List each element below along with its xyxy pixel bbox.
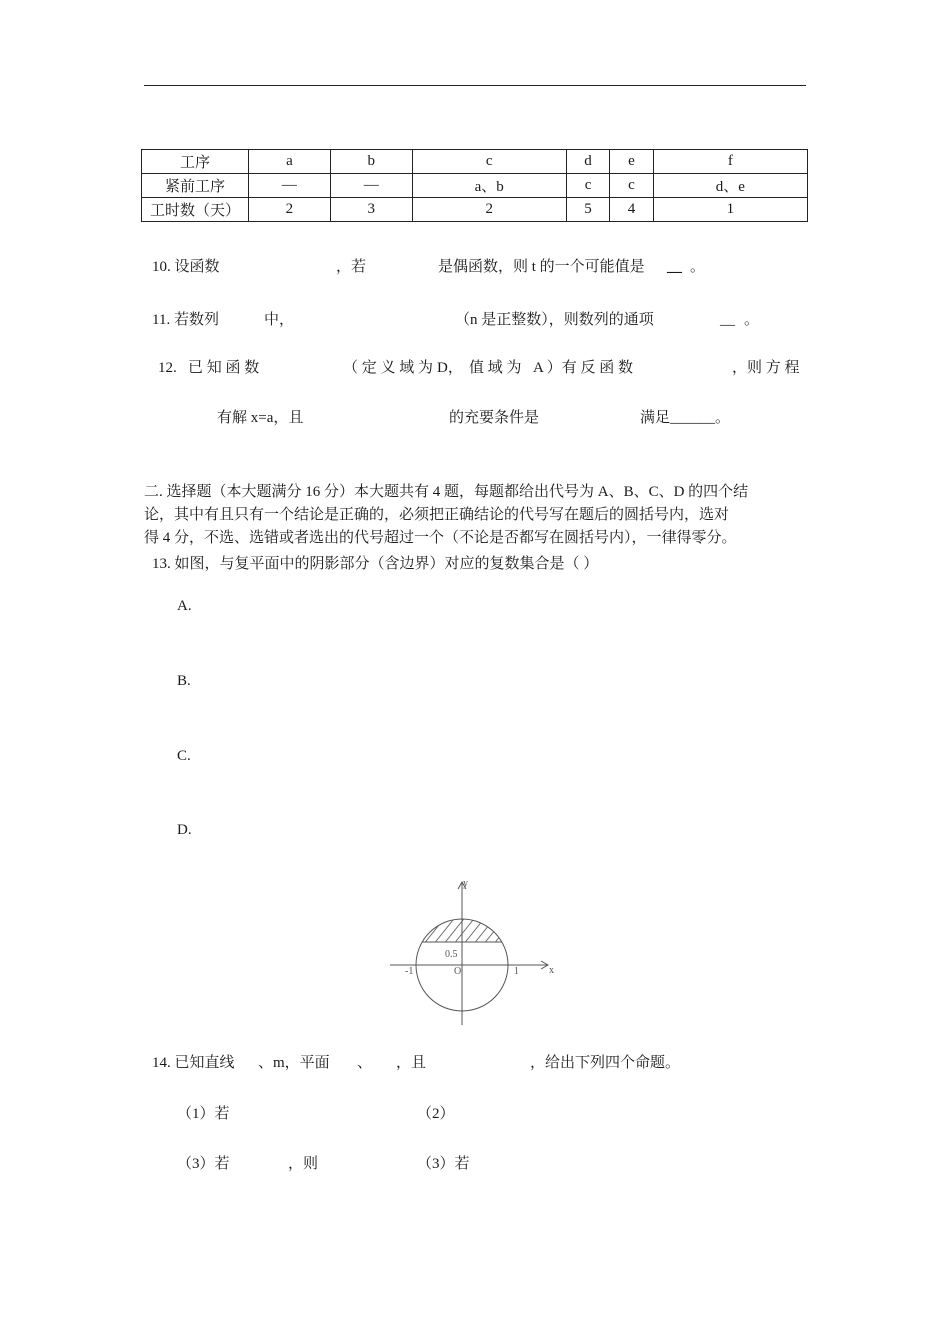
pos-one-label: 1 xyxy=(514,966,519,977)
table-cell: f xyxy=(653,150,807,174)
q11-condition: （n 是正整数），则数列的通项 xyxy=(455,312,654,328)
table-cell: b xyxy=(330,150,412,174)
table-row xyxy=(142,174,808,198)
q14-stem-c: 、 xyxy=(357,1055,373,1071)
table-cell: — xyxy=(249,174,331,198)
q12-line2a: 有解 x=a，且 xyxy=(217,410,304,426)
option-a: A. xyxy=(177,598,192,614)
q10-number: 10. 设函数 xyxy=(152,259,220,275)
table-cell: — xyxy=(330,174,412,198)
table-cell: c xyxy=(610,174,653,198)
table-cell: 5 xyxy=(566,198,609,222)
table-cell: a、b xyxy=(412,174,566,198)
table-cell: d xyxy=(566,150,609,174)
neg-one-label: -1 xyxy=(405,966,414,977)
y-label: y xyxy=(463,878,468,889)
complex-plane-figure xyxy=(385,875,565,1030)
q13-stem: 13. 如图，与复平面中的阴影部分（含边界）对应的复数集合是（ ） xyxy=(152,556,599,572)
table-cell: 3 xyxy=(330,198,412,222)
q12-part2: （ 定 义 域 为 xyxy=(343,360,434,376)
section-2-instructions xyxy=(144,481,808,550)
q10-tail: 是偶函数，则 t 的一个可能值是 xyxy=(438,259,645,275)
q10-end: 。 xyxy=(690,259,706,275)
table-cell: 工序 xyxy=(142,150,249,174)
origin-label: O xyxy=(454,966,462,977)
table-row xyxy=(142,198,808,222)
header-rule xyxy=(144,85,806,86)
q12-line2b: 的充要条件是 xyxy=(449,410,540,426)
q14-stem-a: 14. 已知直线 xyxy=(152,1055,235,1071)
table-cell: 1 xyxy=(653,198,807,222)
q11-end: 。 xyxy=(744,312,760,328)
instruction-line: 论，其中有且只有一个结论是正确的，必须把正确结论的代号写在题后的圆括号内，选对 xyxy=(144,507,730,523)
q12-part6: ，则 方 程 xyxy=(732,360,800,376)
option-d: D. xyxy=(177,822,192,838)
table-cell: d、e xyxy=(653,174,807,198)
q14-prop-1: （1）若 xyxy=(177,1106,230,1122)
q10-mid: ，若 xyxy=(336,259,367,275)
half-label: 0.5 xyxy=(445,949,458,960)
q12-part3: D， xyxy=(437,360,463,376)
table-cell: e xyxy=(610,150,653,174)
q14-prop-3a: （3）若 xyxy=(177,1156,230,1172)
instruction-line: 得 4 分，不选、选错或者选出的代号超过一个（不论是否都写在圆括号内），一律得零分。 xyxy=(144,530,737,546)
q14-stem-b: 、m，平面 xyxy=(258,1055,330,1071)
q11-number: 11. 若数列 xyxy=(152,312,219,328)
table-cell: a xyxy=(249,150,331,174)
process-table xyxy=(141,149,808,222)
q14-stem-e: ，给出下列四个命题。 xyxy=(530,1055,681,1071)
q14-stem-d: ，且 xyxy=(396,1055,427,1071)
x-label: x xyxy=(549,965,554,976)
q14-prop-4: （3）若 xyxy=(417,1156,470,1172)
q12-part4: 值 域 为 xyxy=(469,360,522,376)
table-cell: 紧前工序 xyxy=(142,174,249,198)
table-row xyxy=(142,150,808,174)
q11-mid: 中， xyxy=(264,312,295,328)
shaded-region xyxy=(405,905,525,955)
instruction-line: 二. 选择题（本大题满分 16 分）本大题共有 4 题，每题都给出代号为 A、B、C、D 的四个结 xyxy=(144,484,749,500)
table-cell: 工时数（天） xyxy=(142,198,249,222)
option-b: B. xyxy=(177,673,191,689)
option-c: C. xyxy=(177,748,191,764)
q12-part5: A ）有 反 函 数 xyxy=(533,360,634,376)
q12-part1: 已 知 函 数 xyxy=(188,360,260,376)
table-cell: 2 xyxy=(249,198,331,222)
q10-blank: __ xyxy=(667,259,682,275)
q12-line2c: 满足______。 xyxy=(640,410,731,426)
table-cell: 2 xyxy=(412,198,566,222)
q11-blank: __ xyxy=(720,312,735,328)
q12-number: 12. xyxy=(158,360,177,376)
table-cell: c xyxy=(566,174,609,198)
table-cell: 4 xyxy=(610,198,653,222)
q14-prop-3b: ，则 xyxy=(288,1156,319,1172)
table-cell: c xyxy=(412,150,566,174)
q14-prop-2: （2） xyxy=(417,1106,455,1122)
